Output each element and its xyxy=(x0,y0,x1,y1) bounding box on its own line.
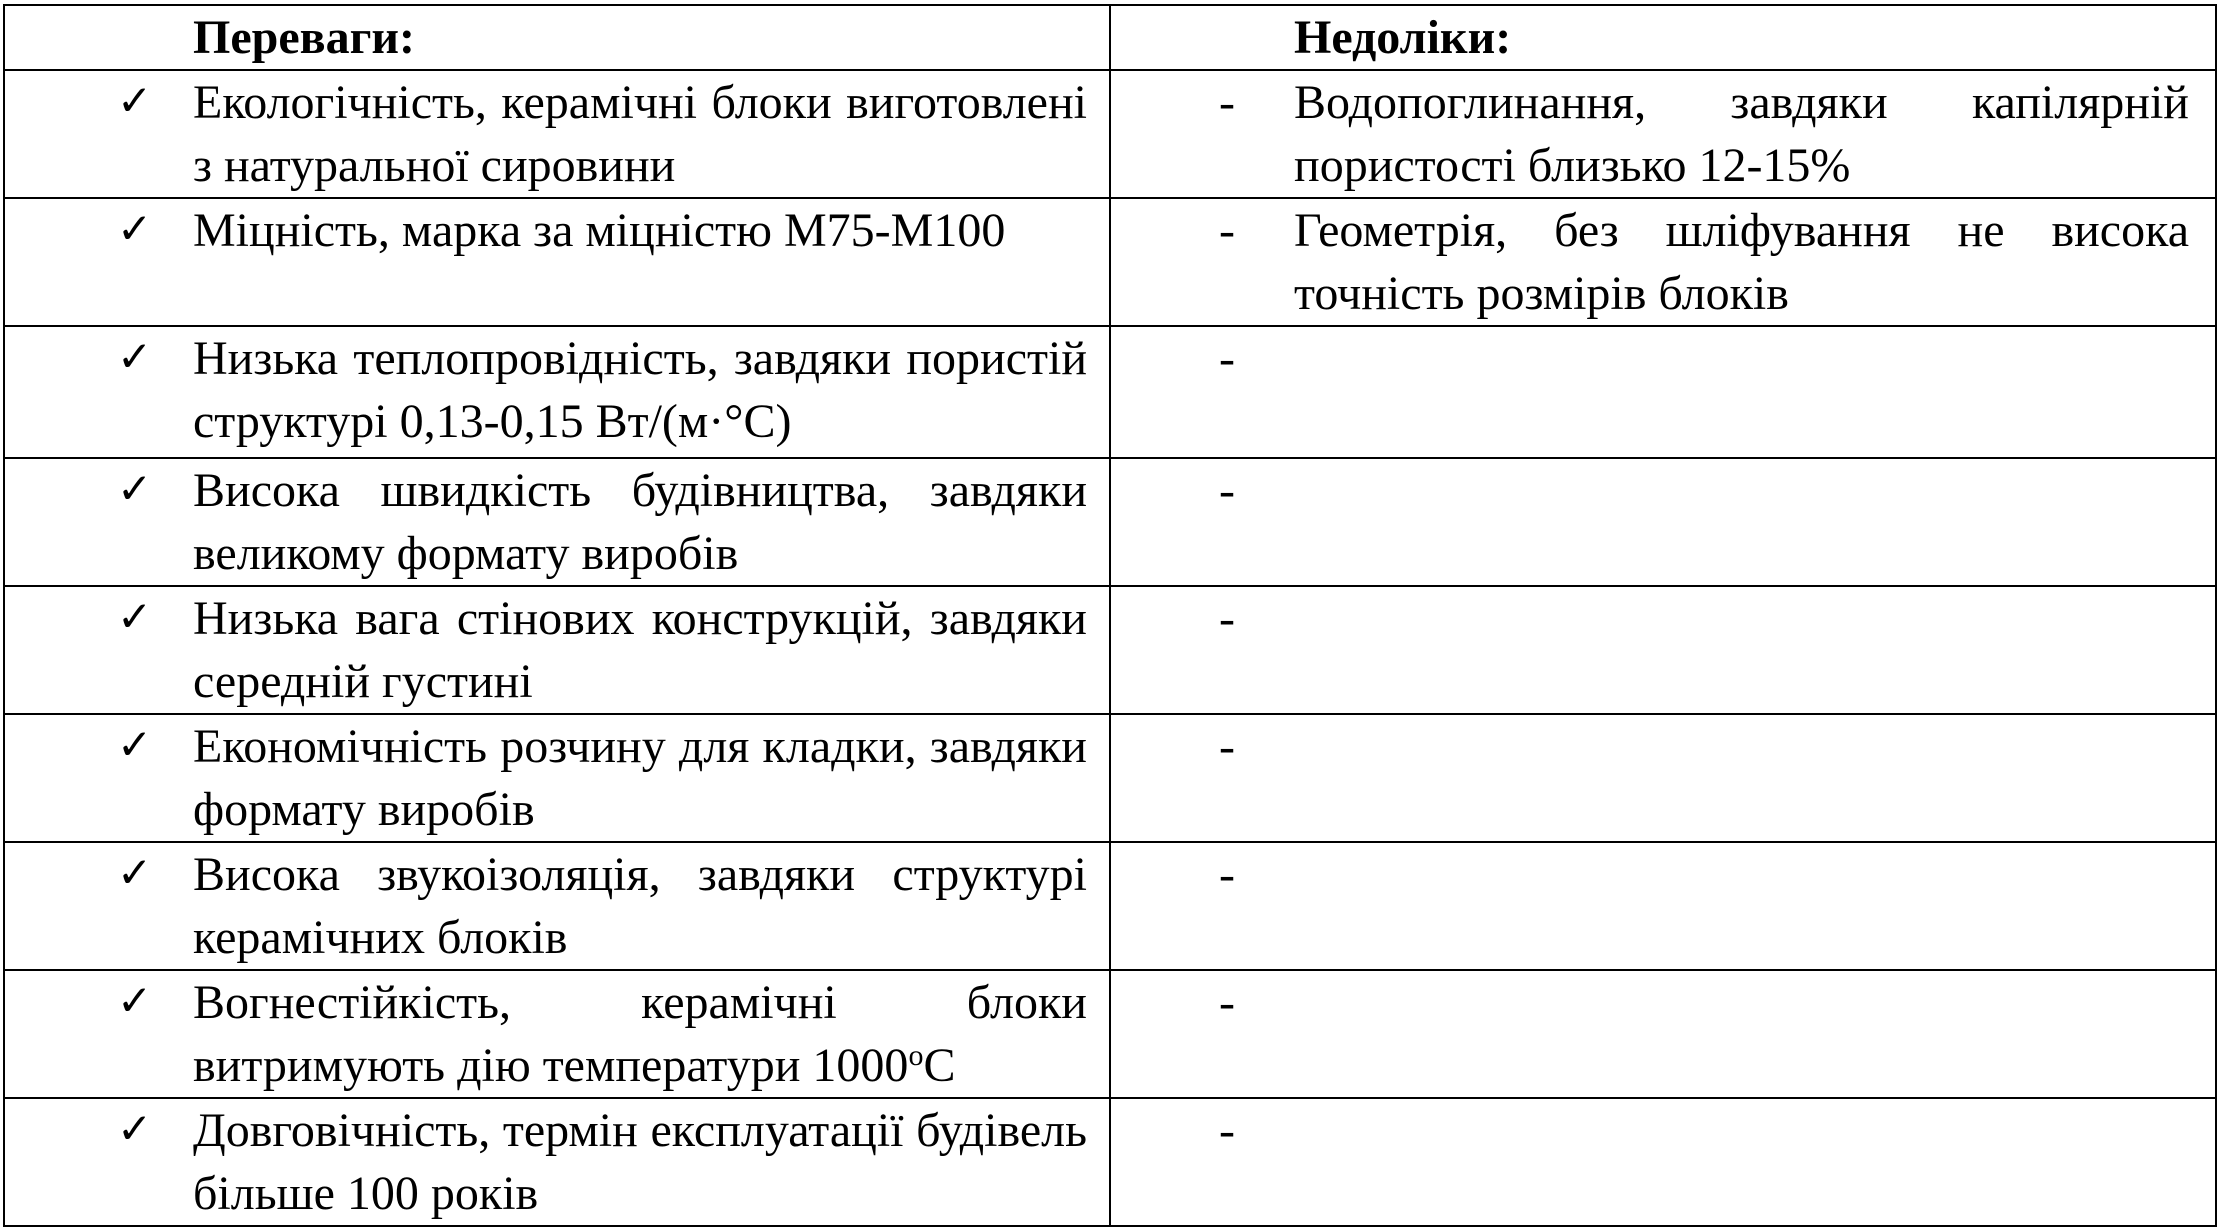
advantage-text: Екологічність, керамічні блоки виготовлені з натуральної сировини xyxy=(193,76,1087,192)
check-icon: ✓ xyxy=(117,592,153,641)
advantage-text: Висока звукоізоляція, завдяки структурі керамічних блоків xyxy=(193,848,1087,964)
disadvantage-cell xyxy=(1110,842,2216,970)
dash-icon: - xyxy=(1219,464,1235,517)
check-icon: ✓ xyxy=(117,332,153,381)
check-icon: ✓ xyxy=(117,204,153,253)
advantage-text-unit: С xyxy=(923,1039,956,1092)
dash-icon: - xyxy=(1219,720,1235,773)
dash-icon: - xyxy=(1219,592,1235,645)
check-icon: ✓ xyxy=(117,848,153,897)
table-row xyxy=(4,1098,2216,1226)
dash-icon: - xyxy=(1219,1104,1235,1157)
advantage-cell xyxy=(4,326,1110,458)
advantages-header-cell xyxy=(4,5,1110,70)
table-row xyxy=(4,326,2216,458)
disadvantage-text: Водопоглинання, завдяки капілярній пористості близько 12-15% xyxy=(1294,76,2189,192)
dash-icon: - xyxy=(1219,332,1235,385)
check-icon: ✓ xyxy=(117,976,153,1025)
table-row xyxy=(4,70,2216,198)
disadvantages-header-cell xyxy=(1110,5,2216,70)
table-row xyxy=(4,714,2216,842)
advantage-cell xyxy=(4,586,1110,714)
disadvantage-cell xyxy=(1110,326,2216,458)
advantage-cell xyxy=(4,842,1110,970)
advantage-cell xyxy=(4,970,1110,1098)
table-row xyxy=(4,842,2216,970)
check-icon: ✓ xyxy=(117,76,153,125)
advantage-text: Низька вага стінових конструкцій, завдяки середній густині xyxy=(193,592,1087,708)
disadvantage-cell xyxy=(1110,1098,2216,1226)
advantage-text-main: Вогнестійкість, керамічні блоки витримують дію температури 1000 xyxy=(193,976,1087,1092)
disadvantage-cell xyxy=(1110,70,2216,198)
degree-superscript: о xyxy=(908,1039,924,1072)
disadvantage-cell xyxy=(1110,198,2216,326)
advantage-cell xyxy=(4,714,1110,842)
table-row xyxy=(4,970,2216,1098)
advantage-text: Довговічність, термін експлуатації будівель більше 100 років xyxy=(193,1104,1087,1220)
disadvantage-cell xyxy=(1110,970,2216,1098)
dash-icon: - xyxy=(1219,204,1235,257)
disadvantage-cell xyxy=(1110,586,2216,714)
advantage-cell xyxy=(4,458,1110,586)
check-icon: ✓ xyxy=(117,464,153,513)
advantage-text: Низька теплопровідність, завдяки пористій структурі 0,13-0,15 Вт/(м·°С) xyxy=(193,332,1087,448)
advantage-cell xyxy=(4,198,1110,326)
disadvantage-text: Геометрія, без шліфування не висока точність розмірів блоків xyxy=(1294,204,2189,320)
table-row xyxy=(4,198,2216,326)
table-row xyxy=(4,458,2216,586)
disadvantage-cell xyxy=(1110,458,2216,586)
table-row xyxy=(4,586,2216,714)
advantages-header: Переваги: xyxy=(193,11,415,64)
check-icon: ✓ xyxy=(117,1104,153,1153)
disadvantage-cell xyxy=(1110,714,2216,842)
dash-icon: - xyxy=(1219,76,1235,129)
dash-icon: - xyxy=(1219,976,1235,1029)
advantage-text xyxy=(193,971,1087,1097)
advantage-text: Висока швидкість будівництва, завдяки великому формату виробів xyxy=(193,464,1087,580)
header-row xyxy=(4,5,2216,70)
check-icon: ✓ xyxy=(117,720,153,769)
advantage-cell xyxy=(4,70,1110,198)
pros-cons-table xyxy=(3,4,2217,1227)
dash-icon: - xyxy=(1219,848,1235,901)
advantage-text: Економічність розчину для кладки, завдяки формату виробів xyxy=(193,720,1087,836)
disadvantages-header: Недоліки: xyxy=(1294,11,1512,64)
advantage-text: Міцність, марка за міцністю М75-М100 xyxy=(193,204,1006,257)
advantage-cell xyxy=(4,1098,1110,1226)
